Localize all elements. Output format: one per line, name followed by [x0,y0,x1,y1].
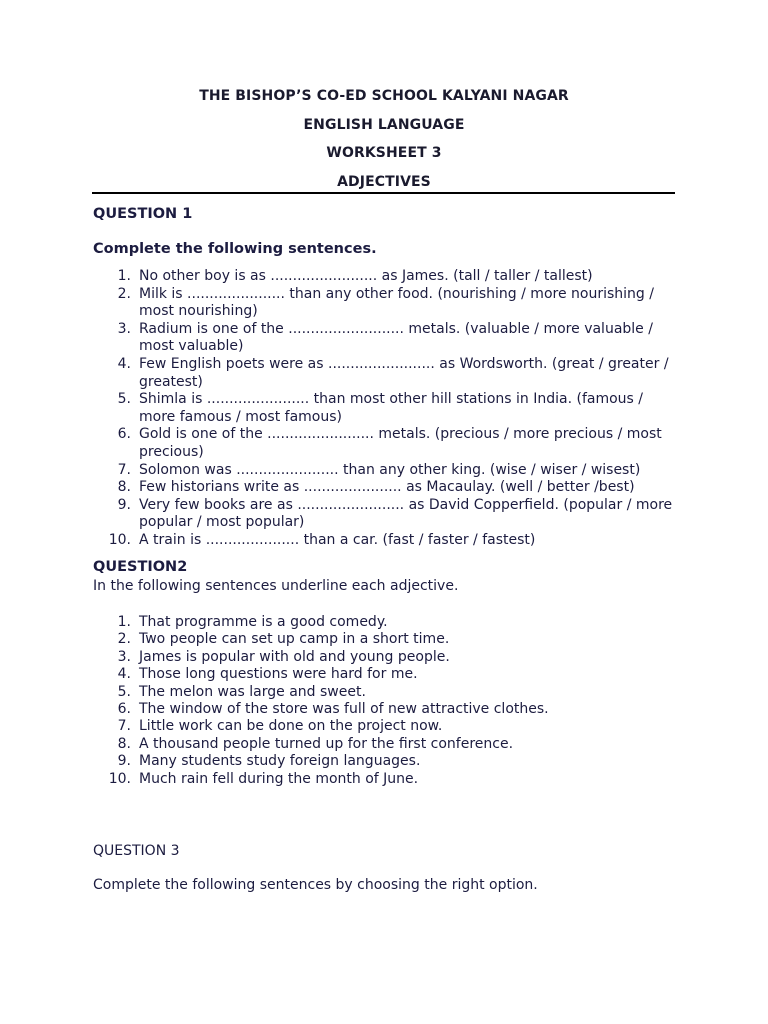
question1-item [93,268,683,286]
question2-item [93,771,683,788]
item-number: 8. [117,735,131,752]
item-text: Those long questions were hard for me. [139,666,418,683]
question1-item [93,426,683,461]
item-number: 2. [117,285,131,302]
item-text: James is popular with old and young people. [139,648,450,665]
item-number: 8. [117,479,131,496]
question1-instruction: Complete the following sentences. [93,241,377,257]
item-number: 10. [108,531,131,548]
item-text: Solomon was ....................... than any other king. (wise / wiser / wisest) [139,461,641,478]
question1-item [93,462,683,480]
item-text: Many students study foreign languages. [139,753,421,770]
question2-list [93,614,683,788]
item-number: 6. [117,701,131,718]
item-number: 9. [117,496,131,513]
item-number: 7. [117,718,131,735]
question2-item [93,684,683,701]
question1-item [93,497,683,532]
school-name: THE BISHOP’S CO-ED SCHOOL KALYANI NAGAR [199,88,569,104]
header-divider [92,192,675,194]
item-text: Little work can be done on the project now. [139,718,443,735]
question1-item [93,479,683,497]
question2-item [93,649,683,666]
question1-item [93,532,683,550]
question3-instruction: Complete the following sentences by choosing the right option. [93,877,538,893]
question1-item [93,356,683,391]
item-text: Very few books are as ........................ as David Copperfield. (popular / more popular / most popular) [139,496,673,531]
question2-item [93,631,683,648]
item-text: That programme is a good comedy. [139,614,388,630]
question3-title: QUESTION 3 [93,843,180,859]
item-text: Gold is one of the ........................ metals. (precious / more precious / most precious) [139,426,662,460]
item-text: Milk is ...................... than any other food. (nourishing / more nourishing / most nourishing) [139,285,654,320]
item-number: 7. [117,461,131,478]
topic-title: ADJECTIVES [337,174,431,190]
question2-item [93,736,683,753]
item-text: Shimla is ....................... than most other hill stations in India. (famous / more famous / most famous) [139,391,643,425]
question2-item [93,718,683,735]
item-number: 4. [117,355,131,372]
item-number: 1. [117,614,131,630]
item-text: Two people can set up camp in a short time. [139,631,450,648]
item-text: Few English poets were as ........................ as Wordsworth. (great / greater / greatest) [139,355,669,390]
question1-title: QUESTION 1 [93,206,193,222]
item-number: 5. [117,683,131,700]
item-number: 3. [117,648,131,665]
question2-item [93,666,683,683]
question1-item [93,286,683,321]
item-number: 6. [117,426,131,443]
question1-item [93,391,683,426]
item-text: Radium is one of the .......................... metals. (valuable / more valuable / most valuable) [139,320,653,355]
item-text: No other boy is as ........................ as James. (tall / taller / tallest) [139,268,593,284]
item-number: 10. [108,770,131,787]
item-number: 2. [117,631,131,648]
item-number: 5. [117,391,131,408]
question2-item [93,701,683,718]
item-number: 9. [117,753,131,770]
worksheet-title: WORKSHEET 3 [326,145,442,161]
question2-item [93,753,683,770]
item-number: 1. [117,268,131,284]
item-number: 4. [117,666,131,683]
item-text: Much rain fell during the month of June. [139,770,419,787]
question2-item [93,614,683,631]
item-number: 3. [117,320,131,337]
item-text: The window of the store was full of new attractive clothes. [139,701,549,718]
subject-title: ENGLISH LANGUAGE [303,117,465,133]
question1-list [93,268,683,550]
question2-title: QUESTION2 [93,559,188,575]
item-text: The melon was large and sweet. [139,683,366,700]
item-text: A thousand people turned up for the first conference. [139,735,514,752]
question2-instruction: In the following sentences underline each adjective. [93,578,459,594]
question1-item [93,321,683,356]
item-text: Few historians write as ...................... as Macaulay. (well / better /best) [139,479,635,496]
item-text: A train is ..................... than a car. (fast / faster / fastest) [139,531,536,548]
